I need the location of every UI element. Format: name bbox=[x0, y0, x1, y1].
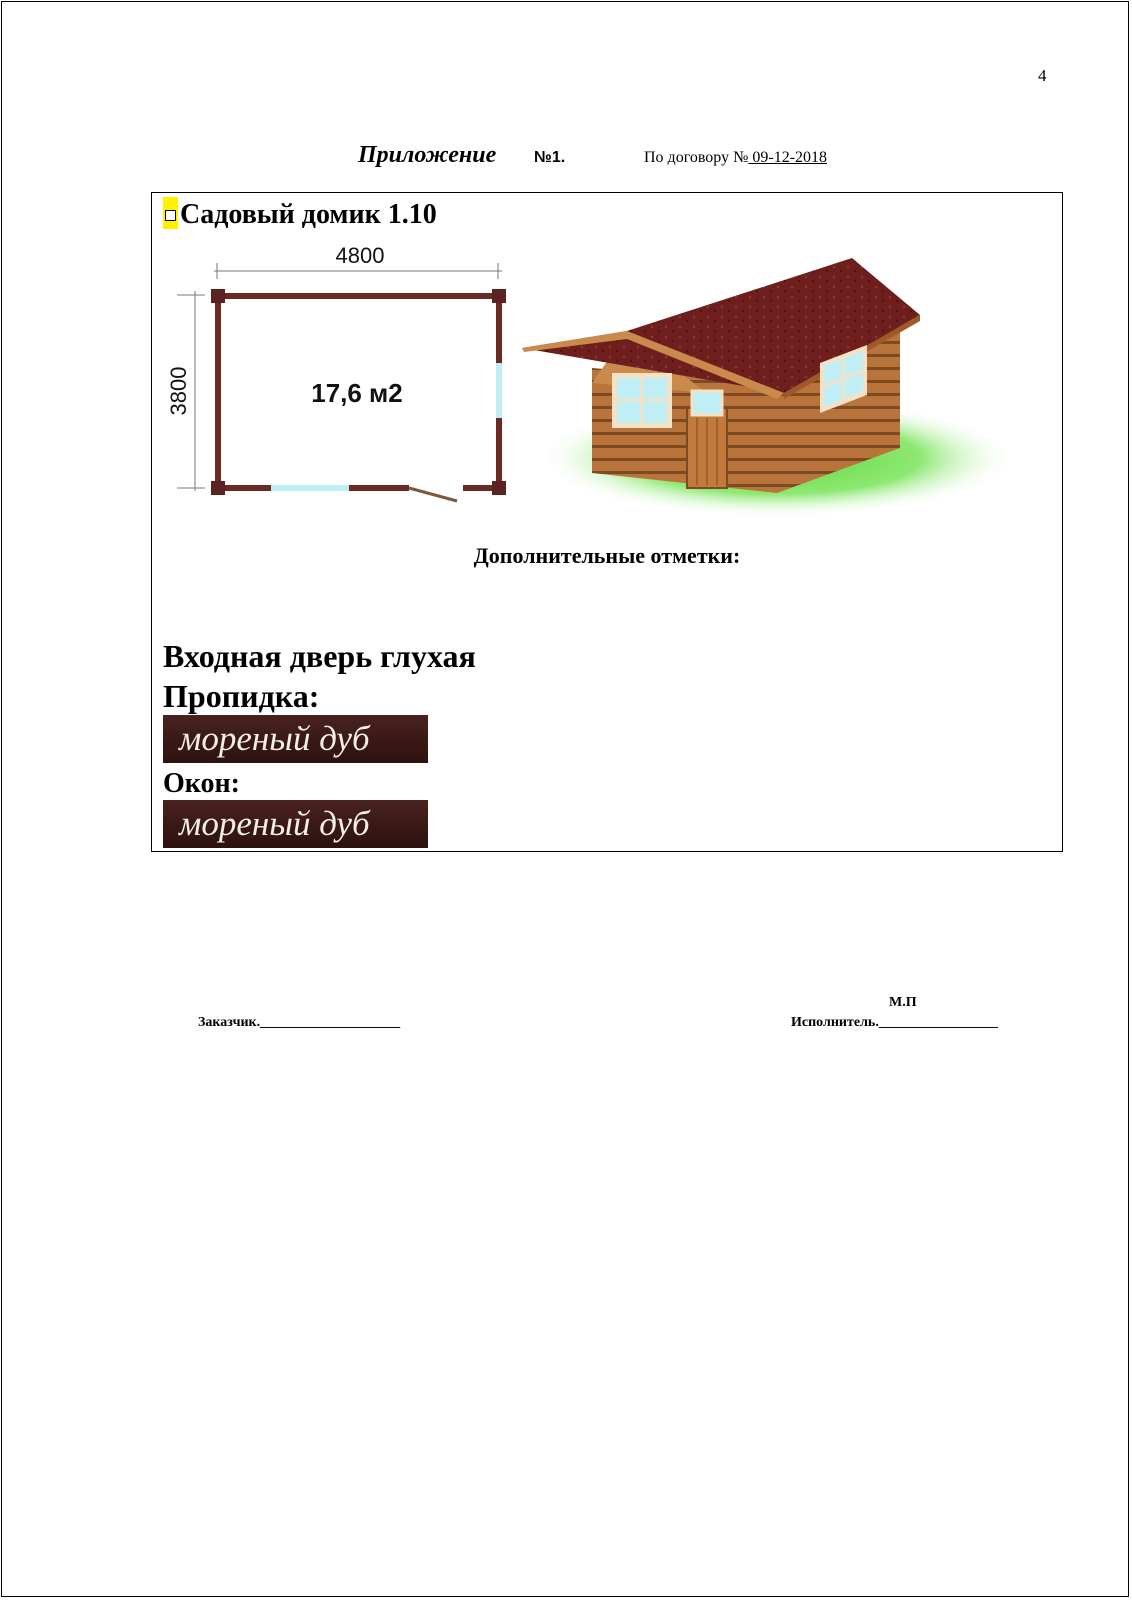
wall-left bbox=[215, 293, 221, 493]
corner-post-top-right bbox=[492, 289, 506, 303]
appendix-header bbox=[0, 142, 1132, 172]
customer-signature: Заказчик.____________________ bbox=[198, 1015, 401, 1030]
corner-post-bottom-right bbox=[492, 481, 506, 495]
checkbox-icon bbox=[163, 197, 178, 229]
contract-label: По договору № bbox=[644, 149, 749, 166]
wall-right-upper bbox=[496, 293, 502, 363]
plan-area-label: 17,6 м2 bbox=[311, 378, 403, 408]
contract-reference bbox=[644, 149, 827, 167]
appendix-title: Приложение bbox=[358, 142, 497, 168]
door-swing bbox=[409, 488, 457, 501]
plan-depth-label: 3800 bbox=[166, 366, 191, 416]
door-type-note: Входная дверь глухая bbox=[163, 638, 476, 674]
window-right bbox=[496, 363, 502, 418]
floor-plan bbox=[157, 243, 517, 513]
corner-post-bottom-left bbox=[211, 481, 225, 495]
contractor-signature: Исполнитель._________________ bbox=[791, 1015, 998, 1030]
house-illustration bbox=[522, 253, 1012, 523]
wall-bottom-mid bbox=[349, 485, 409, 491]
extra-notes-heading: Дополнительные отметки: bbox=[473, 543, 741, 568]
windows-label: Окон: bbox=[163, 768, 240, 799]
window-bottom bbox=[271, 485, 349, 491]
door-window bbox=[692, 391, 722, 415]
product-title bbox=[163, 197, 437, 231]
product-name: Садовый домик 1.10 bbox=[180, 199, 437, 230]
corner-post-top-left bbox=[211, 289, 225, 303]
plan-width-label: 4800 bbox=[335, 243, 385, 268]
wall-top bbox=[215, 293, 505, 299]
product-box bbox=[151, 192, 1063, 852]
caulking-label: Пропидка: bbox=[163, 678, 320, 714]
contract-number: 09-12-2018 bbox=[748, 149, 828, 166]
seal-label: М.П bbox=[889, 995, 917, 1010]
windows-color-swatch: мореный дуб bbox=[163, 800, 428, 848]
page-number: 4 bbox=[1038, 66, 1047, 85]
appendix-number: №1. bbox=[534, 149, 566, 166]
caulking-color-swatch: мореный дуб bbox=[163, 715, 428, 763]
